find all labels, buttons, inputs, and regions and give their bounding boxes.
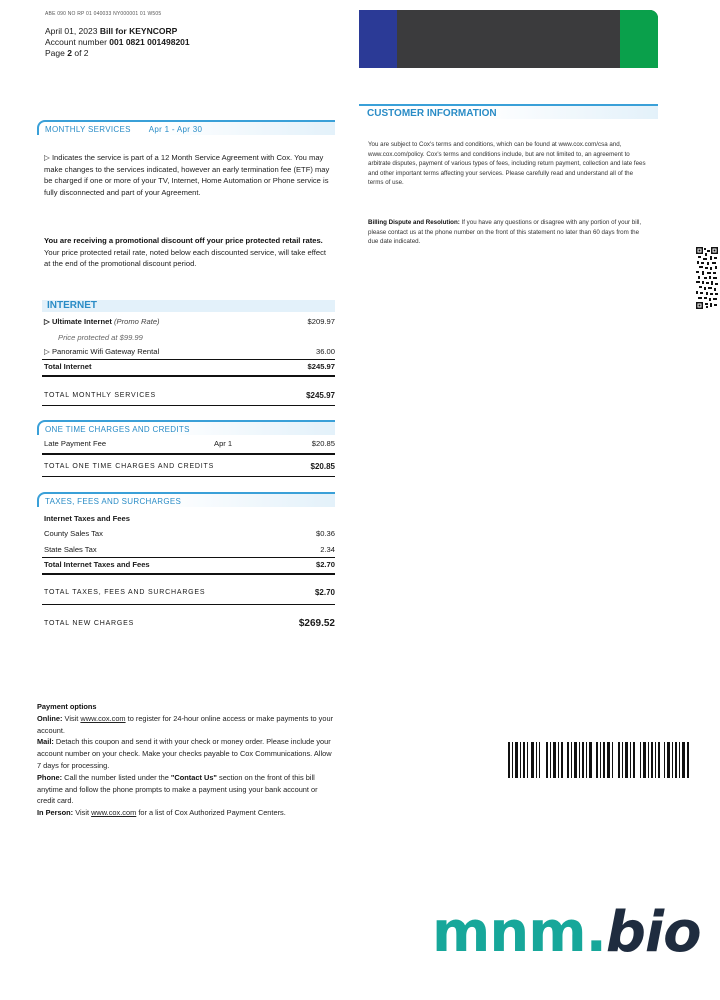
logo-part-mnm: mnm. bbox=[432, 900, 606, 965]
in-person-cox-link[interactable]: www.cox.com bbox=[91, 808, 137, 818]
internet-total-label: Total Internet bbox=[44, 362, 92, 371]
qr-code bbox=[696, 247, 718, 309]
phone-text-pre: Call the number listed under the bbox=[62, 772, 171, 782]
total-monthly-row bbox=[44, 390, 335, 402]
online-text-pre: Visit bbox=[62, 713, 81, 723]
in-person-text-post: for a list of Cox Authorized Payment Centers. bbox=[136, 808, 286, 818]
online-cox-link[interactable]: www.cox.com bbox=[80, 713, 126, 723]
header-tiny-code: ABE 090 NO RP 01 040033 NY000001 01 W505 bbox=[45, 11, 162, 17]
phone-text-post: section on the front of this bill anytime and follow the phone prompts to make a payment using your bank account or credit card. bbox=[37, 772, 318, 806]
line-item-amount: $0.36 bbox=[315, 529, 335, 538]
mnm-bio-logo bbox=[432, 898, 701, 968]
new-charges-label: TOTAL NEW CHARGES bbox=[44, 620, 135, 627]
one-time-total-row bbox=[44, 461, 335, 473]
divider bbox=[42, 557, 335, 558]
promo-discount-rest: Your price protected retail rate, noted below each discounted service, will take effect at the end of the promotional discount period. bbox=[44, 247, 326, 269]
in-person-text-pre: Visit bbox=[73, 808, 92, 818]
taxes-group-total-amount: $2.70 bbox=[315, 560, 335, 569]
bill-date: April 01, 2023 bbox=[45, 26, 98, 36]
divider bbox=[42, 476, 335, 477]
mail-text: Detach this coupon and send it with your check or money order. Please include your account number on your check. Make your checks payable to Cox Communications. Allow 7 days for processing. bbox=[37, 737, 332, 770]
monthly-services-header bbox=[37, 120, 335, 135]
total-monthly-amount: $245.97 bbox=[306, 391, 335, 400]
mail-label: Mail: bbox=[37, 737, 54, 747]
one-time-total-label: TOTAL ONE TIME CHARGES AND CREDITS bbox=[44, 463, 215, 470]
in-person-label: In Person: bbox=[37, 808, 74, 818]
divider bbox=[42, 573, 335, 575]
page-label: Page bbox=[45, 48, 65, 58]
divider bbox=[42, 453, 335, 455]
service-agreement-note: ▷ Indicates the service is part of a 12 Month Service Agreement with Cox. You may make changes to the services indicated, however an early termination fee (ETF) may be charged if one or more of your TV, Internet, Home Automation or Phone service is fully disconnected and part of your Agreement. bbox=[44, 153, 330, 197]
page-number: 2 bbox=[67, 48, 72, 58]
divider bbox=[42, 604, 335, 605]
divider bbox=[42, 405, 335, 406]
bill-for-label: Bill for KEYNCORP bbox=[99, 26, 178, 36]
taxes-group-label: Internet Taxes and Fees bbox=[44, 514, 130, 523]
billing-dispute-rest: If you have any questions or disagree with any portion of your bill, please contact us at the phone number on the front of this statement no later than 60 days from the due date indicated. bbox=[368, 219, 642, 245]
page-of: of 2 bbox=[74, 48, 89, 58]
line-item-amount: $20.85 bbox=[311, 439, 335, 448]
account-number: 001 0821 001498201 bbox=[109, 37, 190, 47]
billing-dispute-label: Billing Dispute and Resolution: bbox=[368, 219, 460, 226]
logo-part-bio: bio bbox=[605, 900, 701, 965]
line-item-label: ▷ Ultimate Internet bbox=[44, 317, 112, 326]
monthly-services-title: MONTHLY SERVICES bbox=[45, 125, 131, 134]
divider bbox=[42, 359, 335, 360]
customer-info-header: CUSTOMER INFORMATION bbox=[359, 104, 658, 119]
taxes-group-total-row bbox=[44, 559, 335, 571]
internet-total-row bbox=[44, 361, 335, 373]
total-monthly-label: TOTAL MONTHLY SERVICES bbox=[44, 392, 156, 399]
taxes-header bbox=[37, 492, 335, 507]
billing-dispute-text bbox=[368, 218, 650, 247]
taxes-group-label-row bbox=[44, 513, 335, 525]
line-item bbox=[44, 544, 335, 556]
line-item-label: State Sales Tax bbox=[44, 545, 97, 554]
account-label: Account number bbox=[45, 37, 107, 47]
account-line bbox=[45, 37, 190, 48]
monthly-services-dates: Apr 1 - Apr 30 bbox=[148, 125, 203, 134]
internet-total-amount: $245.97 bbox=[307, 362, 335, 371]
payment-options-title: Payment options bbox=[37, 702, 97, 711]
line-item-note: (Promo Rate) bbox=[114, 317, 160, 326]
bill-date-line bbox=[45, 26, 177, 37]
internet-section-title: INTERNET bbox=[42, 300, 335, 312]
contact-us-label: "Contact Us" bbox=[170, 772, 217, 782]
promo-discount-bold: You are receiving a promotional discount off your price protected retail rates. bbox=[44, 236, 323, 245]
banner-green-block bbox=[620, 10, 658, 68]
line-item bbox=[44, 346, 335, 358]
taxes-total-row bbox=[44, 587, 335, 599]
brand-banner bbox=[359, 10, 658, 68]
price-protected-note: Price protected at $99.99 bbox=[58, 333, 143, 342]
one-time-total-amount: $20.85 bbox=[310, 462, 335, 471]
line-item-label: Late Payment Fee bbox=[44, 439, 107, 448]
taxes-total-amount: $2.70 bbox=[314, 588, 335, 597]
taxes-title: TAXES, FEES AND SURCHARGES bbox=[45, 497, 182, 506]
taxes-group-total-label: Total Internet Taxes and Fees bbox=[44, 560, 150, 569]
promo-discount-note bbox=[44, 235, 334, 270]
line-item-label: County Sales Tax bbox=[44, 529, 103, 538]
one-time-header bbox=[37, 420, 335, 435]
page-indicator bbox=[45, 48, 89, 59]
barcode bbox=[508, 742, 690, 778]
line-item-amount: 36.00 bbox=[315, 347, 335, 356]
line-item-amount: $209.97 bbox=[307, 317, 335, 326]
line-item bbox=[44, 438, 335, 450]
line-item-date: Apr 1 bbox=[214, 439, 233, 448]
customer-terms-text: You are subject to Cox's terms and conditions, which can be found at www.cox.com/csa and, www.cox.com/policy. Cox's terms and conditions include, but are not limited to, an agreement to arbitrate disputes, payment of various types of fees, including return payment, collection and late fees and other important terms affecting your services. Please carefully read and understand all of the terms of use. bbox=[368, 141, 646, 186]
taxes-total-label: TOTAL TAXES, FEES AND SURCHARGES bbox=[44, 589, 206, 596]
line-item-amount: 2.34 bbox=[320, 545, 335, 554]
online-text-post: to register for 24-hour online access or make payments to your account. bbox=[37, 713, 334, 735]
line-item-label: ▷ Panoramic Wifi Gateway Rental bbox=[44, 347, 160, 356]
line-item bbox=[44, 316, 335, 328]
divider bbox=[42, 375, 335, 377]
line-item bbox=[44, 332, 335, 344]
new-charges-row bbox=[44, 616, 335, 632]
one-time-title: ONE TIME CHARGES AND CREDITS bbox=[45, 425, 190, 434]
payment-options bbox=[37, 701, 335, 819]
banner-blue-block bbox=[359, 10, 397, 68]
online-label: Online: bbox=[37, 713, 63, 723]
new-charges-amount: $269.52 bbox=[298, 618, 335, 629]
line-item bbox=[44, 528, 335, 540]
phone-label: Phone: bbox=[37, 772, 63, 782]
